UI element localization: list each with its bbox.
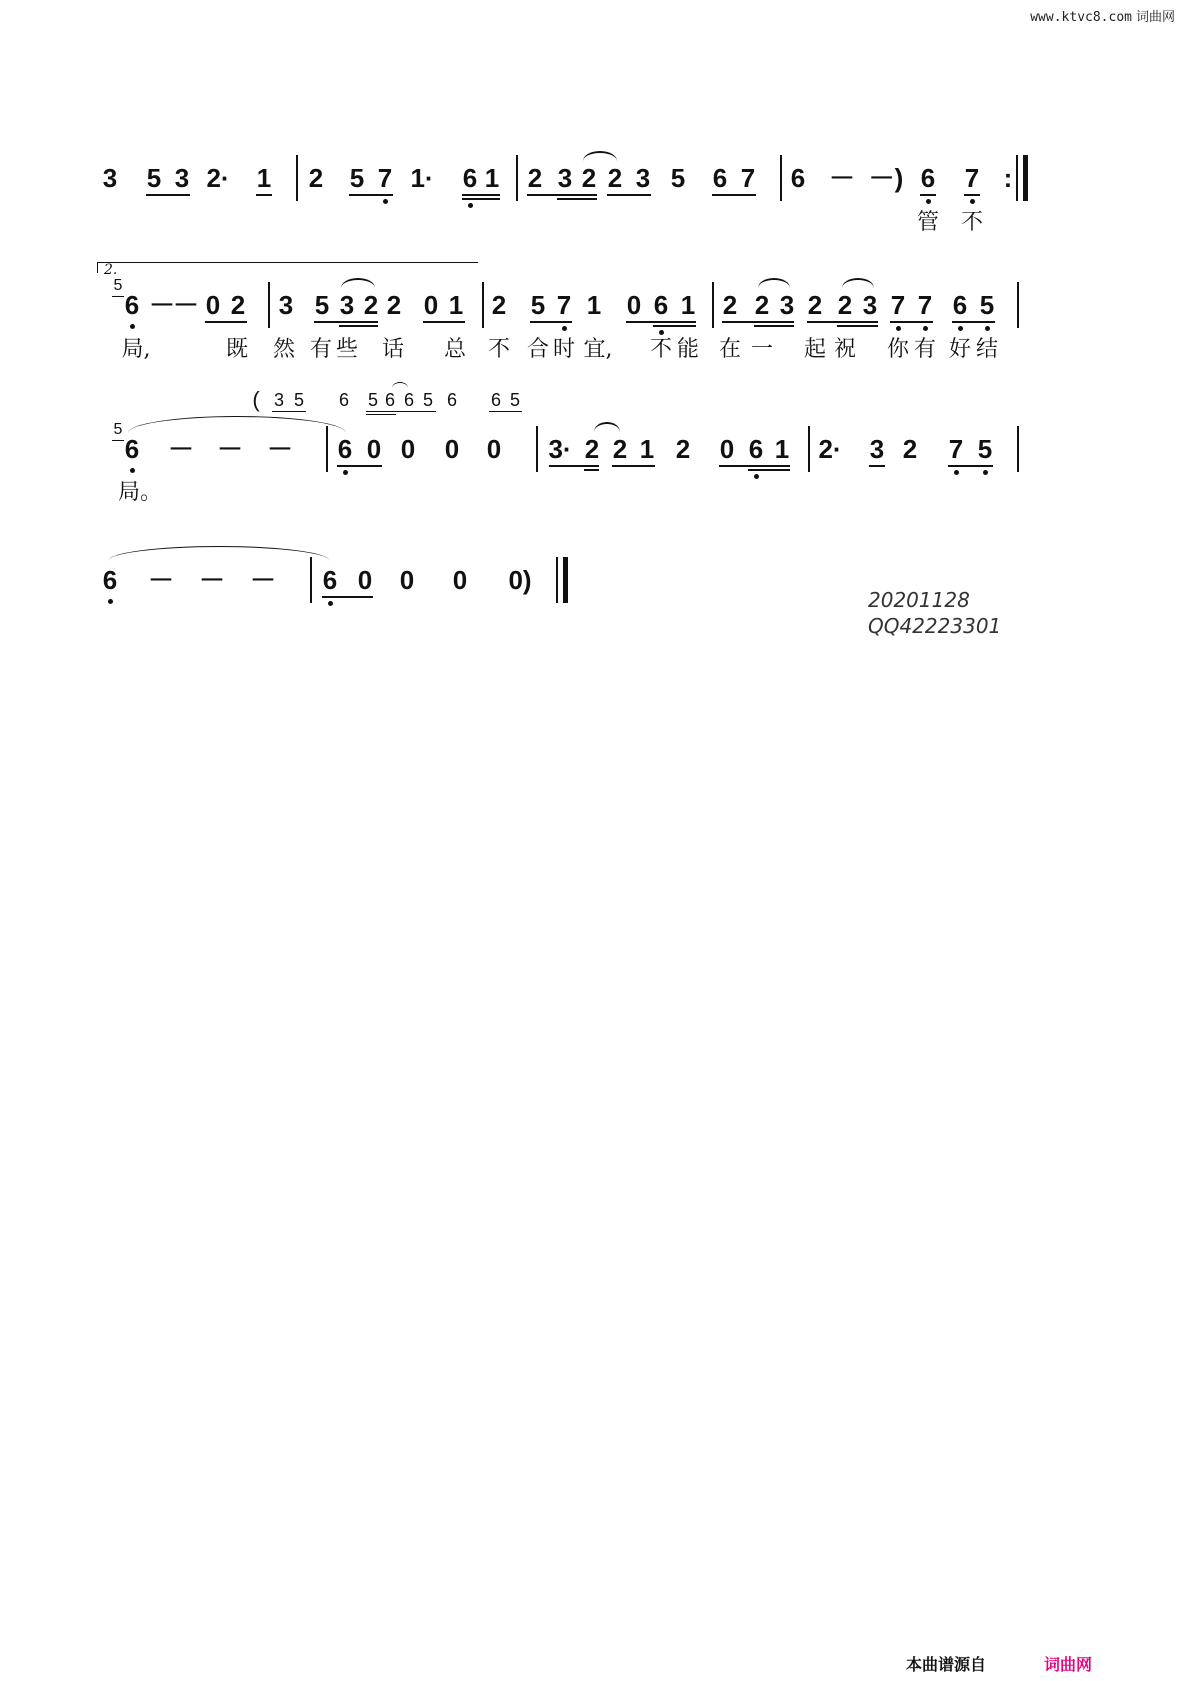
- lyric: 有: [913, 337, 937, 362]
- note: 5: [367, 390, 379, 410]
- barline: [326, 426, 328, 472]
- site-header: [1030, 6, 1175, 25]
- lyric: 你: [886, 337, 910, 362]
- note: 7: [964, 163, 980, 193]
- beam: [272, 411, 306, 412]
- beam: [612, 465, 655, 467]
- dash: －: [249, 565, 277, 595]
- final-barline: [1023, 155, 1028, 201]
- slur: [392, 382, 408, 388]
- note: 7: [917, 290, 933, 320]
- volta-bracket: [97, 262, 478, 273]
- note: 0: [486, 434, 502, 464]
- beam: [807, 321, 878, 323]
- barline: [536, 426, 538, 472]
- note: 0: [399, 565, 415, 595]
- note: 7: [556, 290, 572, 320]
- lyric: 既: [225, 337, 249, 362]
- octave-dot: [958, 326, 963, 331]
- lyric: 不: [487, 337, 511, 362]
- dash: －: [216, 434, 244, 464]
- slur: [842, 278, 874, 288]
- note: 2: [230, 290, 246, 320]
- lyric: 话: [381, 337, 405, 362]
- note: 2: [581, 163, 597, 193]
- note: 2: [491, 290, 507, 320]
- dash: －: [828, 163, 856, 193]
- note: 6: [124, 290, 140, 320]
- beam: [754, 325, 794, 327]
- note: 5: [979, 290, 995, 320]
- note: 2: [363, 290, 379, 320]
- lyrics-system-1: [0, 210, 1187, 240]
- beam: [322, 596, 373, 598]
- dash: －: [148, 290, 176, 320]
- beam: [256, 194, 272, 196]
- beam: [339, 325, 378, 327]
- note: 7: [740, 163, 756, 193]
- beam: [314, 321, 378, 323]
- accompaniment-line: [0, 387, 1187, 420]
- octave-dot: [130, 324, 135, 329]
- note: 3: [862, 290, 878, 320]
- note: 6: [920, 163, 936, 193]
- note: 5: [314, 290, 330, 320]
- beam: [366, 411, 436, 412]
- octave-dot: [343, 470, 348, 475]
- note: 6: [490, 390, 502, 410]
- lyrics-system-2: [0, 337, 1187, 367]
- beam: [527, 194, 597, 196]
- octave-dot: [659, 330, 664, 335]
- octave-dot: [970, 199, 975, 204]
- dash: －: [198, 565, 226, 595]
- slur: [341, 278, 375, 288]
- beam: [349, 194, 393, 196]
- grace-beam: [112, 296, 124, 297]
- note: 2: [584, 434, 600, 464]
- note: 6: [102, 565, 118, 595]
- lyric: 然: [272, 337, 296, 362]
- beam: [653, 325, 696, 327]
- note: 6: [384, 390, 396, 410]
- beam: [205, 321, 247, 323]
- beam: [489, 411, 522, 412]
- note: 2: [386, 290, 402, 320]
- note: 6: [952, 290, 968, 320]
- note: 2: [607, 163, 623, 193]
- barline: [712, 282, 714, 328]
- beam: [462, 198, 500, 200]
- barline: [516, 155, 518, 201]
- note: 2: [527, 163, 543, 193]
- note: 2: [902, 434, 918, 464]
- note: 3: [557, 163, 573, 193]
- note: 2: [722, 290, 738, 320]
- lyric: 起: [803, 337, 827, 362]
- note: 1: [586, 290, 602, 320]
- note: 3: [102, 163, 118, 193]
- beam: [626, 321, 696, 323]
- barline: [556, 557, 558, 603]
- lyric: 宜,: [583, 337, 613, 362]
- note: 1: [639, 434, 655, 464]
- note: 5: [146, 163, 162, 193]
- dash: －: [147, 565, 175, 595]
- volta-label: 2.: [104, 262, 118, 278]
- note: 6: [403, 390, 415, 410]
- note: 7: [890, 290, 906, 320]
- lyric: 时: [552, 337, 576, 362]
- lyric: 结: [975, 337, 999, 362]
- lyric: 不: [960, 210, 984, 235]
- barline: [1017, 282, 1019, 328]
- beam: [557, 198, 597, 200]
- beam: [712, 194, 756, 196]
- lyric: 局。: [117, 480, 163, 505]
- note: 1: [484, 163, 500, 193]
- note: 3: [278, 290, 294, 320]
- note: 7: [377, 163, 393, 193]
- beam: [423, 321, 465, 323]
- note: 5: [349, 163, 365, 193]
- barline: [310, 557, 312, 603]
- lyric: 总: [443, 337, 467, 362]
- barline: [1016, 155, 1018, 201]
- grace-beam: [112, 440, 124, 441]
- note: 6: [712, 163, 728, 193]
- slur: [758, 278, 790, 288]
- octave-dot: [926, 199, 931, 204]
- beam: [584, 469, 599, 471]
- note: 3: [273, 390, 285, 410]
- note: 6: [124, 434, 140, 464]
- note: 5: [509, 390, 521, 410]
- note: 6: [748, 434, 764, 464]
- note-close: 0): [508, 565, 532, 595]
- note: 0: [423, 290, 439, 320]
- note: 0: [452, 565, 468, 595]
- octave-dot: [923, 326, 928, 331]
- slur: [594, 422, 620, 432]
- beam: [607, 194, 651, 196]
- note: 5: [670, 163, 686, 193]
- beam: [964, 194, 980, 196]
- octave-dot: [954, 470, 959, 475]
- note: 0: [205, 290, 221, 320]
- octave-dot: [562, 326, 567, 331]
- site-brand: 词曲网: [1135, 10, 1175, 25]
- beam: [748, 469, 790, 471]
- lyric: 能: [676, 337, 700, 362]
- barline: [482, 282, 484, 328]
- note: 1: [448, 290, 464, 320]
- final-barline: [563, 557, 568, 603]
- note: 5: [977, 434, 993, 464]
- note: 2: [308, 163, 324, 193]
- note: 5: [293, 390, 305, 410]
- dash: －: [266, 434, 294, 464]
- note: 0: [626, 290, 642, 320]
- lyric: 在: [718, 337, 742, 362]
- octave-dot: [754, 474, 759, 479]
- qq-signature: QQ42223301: [868, 614, 1002, 638]
- lyric: 管: [916, 210, 940, 235]
- note: 5: [530, 290, 546, 320]
- lyric: 合: [526, 337, 550, 362]
- lyric: 好: [948, 337, 972, 362]
- lyric: 不: [649, 337, 673, 362]
- beam: [948, 465, 993, 467]
- note: 3·: [548, 434, 572, 464]
- note: 2: [612, 434, 628, 464]
- note: 2: [675, 434, 691, 464]
- note: 0: [444, 434, 460, 464]
- note: 6: [322, 565, 338, 595]
- barline: [1017, 426, 1019, 472]
- repeat-sign: :: [1003, 163, 1013, 193]
- note: 3: [174, 163, 190, 193]
- octave-dot: [468, 203, 473, 208]
- note: 1: [680, 290, 696, 320]
- beam: [920, 194, 936, 196]
- barline: [268, 282, 270, 328]
- note: 6: [790, 163, 806, 193]
- octave-dot: [896, 326, 901, 331]
- note: 3: [869, 434, 885, 464]
- note: 6: [462, 163, 478, 193]
- beam: [337, 465, 382, 467]
- note: 2: [807, 290, 823, 320]
- beam: [366, 414, 396, 415]
- lyric: 一: [750, 337, 774, 362]
- octave-dot: [130, 468, 135, 473]
- barline: [780, 155, 782, 201]
- site-url: www.ktvc8.com: [1030, 10, 1132, 25]
- note: 6: [653, 290, 669, 320]
- note: 0: [400, 434, 416, 464]
- beam: [869, 465, 885, 467]
- note: 1: [774, 434, 790, 464]
- note: 2: [754, 290, 770, 320]
- octave-dot: [985, 326, 990, 331]
- barline: [296, 155, 298, 201]
- barline: [808, 426, 810, 472]
- footer-source: 本曲谱源自: [906, 1655, 987, 1674]
- beam: [549, 465, 599, 467]
- octave-dot: [983, 470, 988, 475]
- beam: [462, 194, 500, 196]
- octave-dot: [328, 601, 333, 606]
- beam: [146, 194, 190, 196]
- octave-dot: [108, 599, 113, 604]
- beam: [530, 321, 572, 323]
- note: 5: [422, 390, 434, 410]
- note: 0: [719, 434, 735, 464]
- date-signature: 20201128: [868, 588, 970, 612]
- note: 2·: [206, 163, 230, 193]
- note: 7: [948, 434, 964, 464]
- lyrics-system-3: [0, 480, 1187, 510]
- note: 6: [338, 390, 350, 410]
- note: 1: [256, 163, 272, 193]
- lyric: 局,: [121, 337, 151, 362]
- slur: [583, 151, 617, 161]
- score-system-4: [0, 565, 1187, 625]
- grace-note: 5: [113, 277, 123, 294]
- beam: [837, 325, 878, 327]
- paren: (: [252, 387, 260, 412]
- note: 3: [339, 290, 355, 320]
- note: 0: [366, 434, 382, 464]
- dash-close: －): [868, 163, 904, 193]
- note: 0: [357, 565, 373, 595]
- note: 6: [337, 434, 353, 464]
- grace-note: 5: [113, 421, 123, 438]
- beam: [952, 321, 995, 323]
- beam: [719, 465, 790, 467]
- footer-brand: 词曲网: [1044, 1655, 1093, 1674]
- beam: [890, 321, 933, 323]
- lyric: 有: [309, 337, 333, 362]
- note: 3: [779, 290, 795, 320]
- note: 1·: [410, 163, 434, 193]
- dash: －: [167, 434, 195, 464]
- note: 6: [446, 390, 458, 410]
- note: 2·: [818, 434, 842, 464]
- note: 2: [837, 290, 853, 320]
- tie: [108, 546, 330, 561]
- octave-dot: [383, 199, 388, 204]
- lyric: 些: [335, 337, 359, 362]
- beam: [722, 321, 794, 323]
- dash: －: [172, 290, 200, 320]
- lyric: 祝: [833, 337, 857, 362]
- note: 3: [635, 163, 651, 193]
